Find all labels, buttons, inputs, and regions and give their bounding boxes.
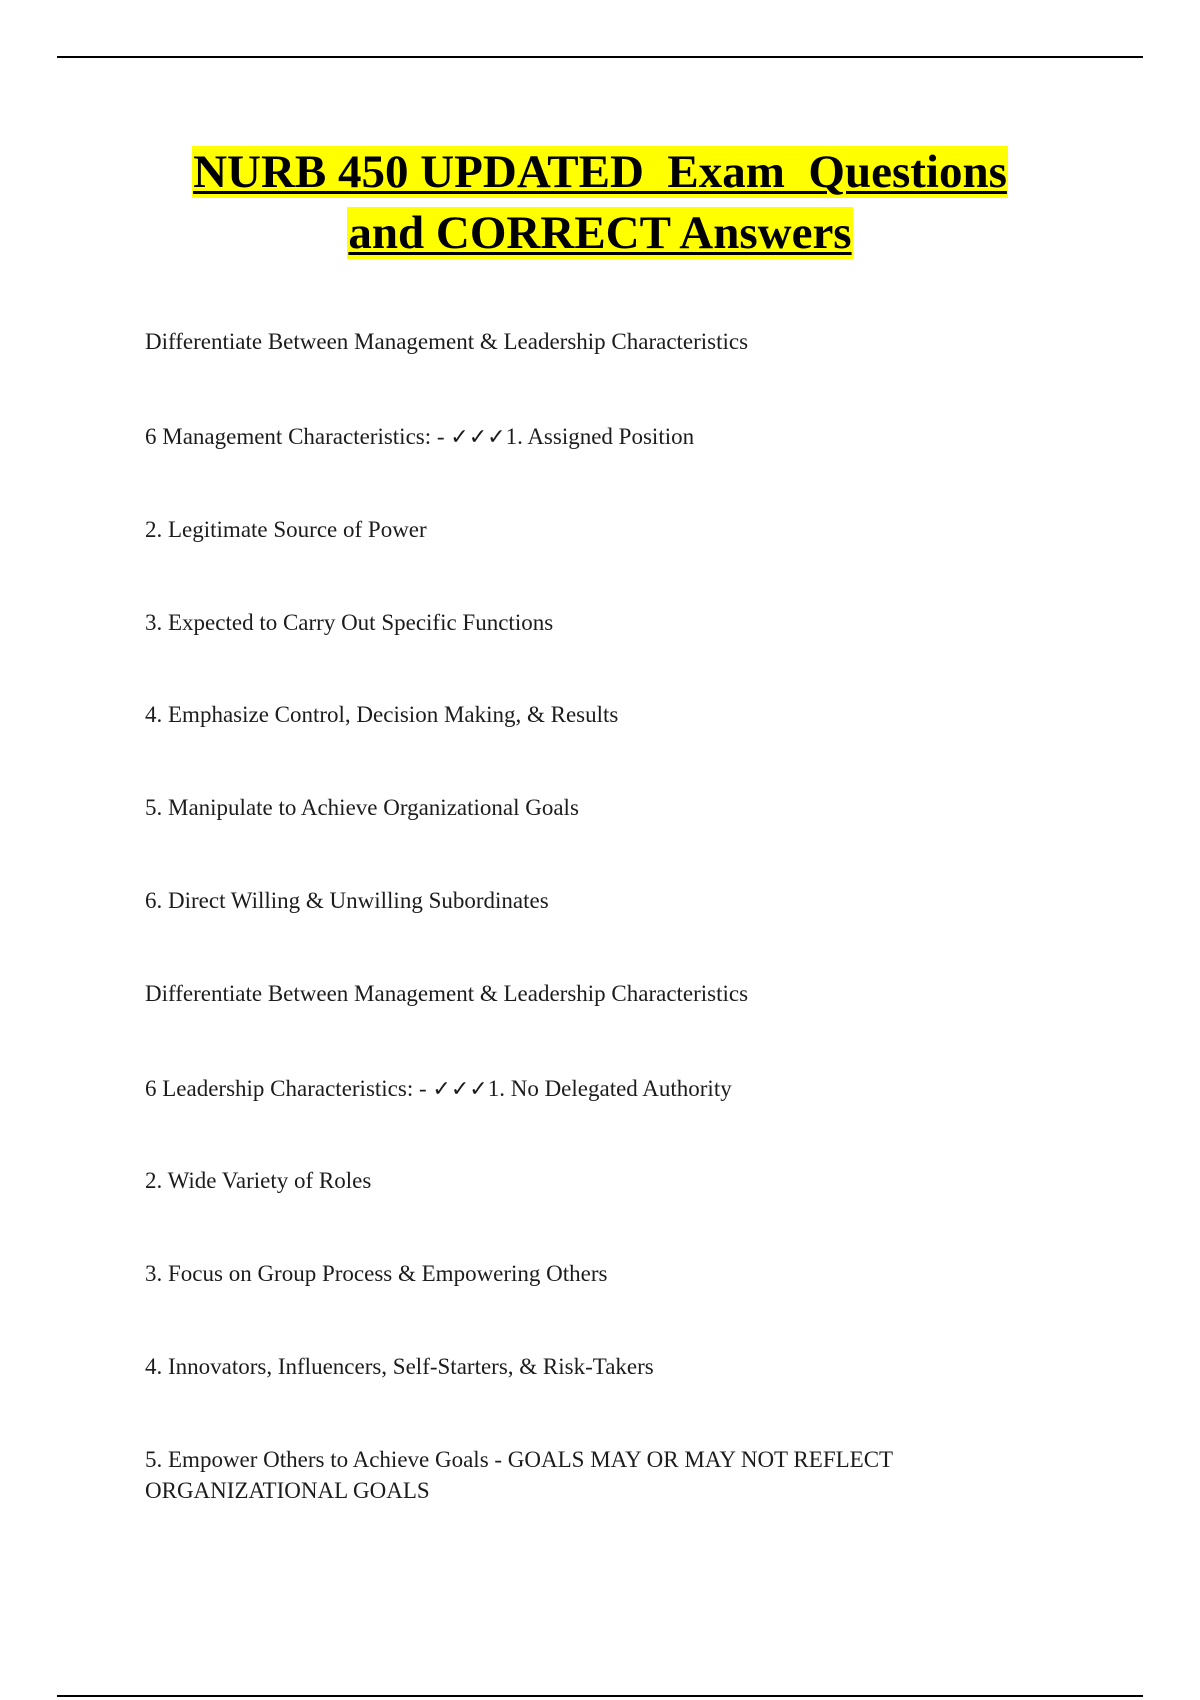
title-line-1: NURB 450 UPDATED Exam Questions: [193, 146, 1007, 198]
bottom-divider: [57, 1695, 1143, 1697]
document-title: [0, 142, 1200, 264]
section-heading-management: Differentiate Between Management & Leadership Characteristics: [145, 329, 749, 354]
list-item: 2. Wide Variety of Roles: [145, 1168, 372, 1193]
title-line-2: and CORRECT Answers: [348, 207, 852, 259]
list-item: 4. Innovators, Influencers, Self-Starters, & Risk-Takers: [145, 1354, 654, 1379]
list-item: 2. Legitimate Source of Power: [145, 517, 427, 542]
answer-text: 1. No Delegated Authority: [487, 1076, 732, 1101]
leadership-characteristics-question: [145, 1073, 1065, 1105]
section-heading-leadership: Differentiate Between Management & Leadership Characteristics: [145, 981, 749, 1006]
question-prefix: 6 Leadership Characteristics: -: [145, 1076, 433, 1101]
top-divider: [57, 56, 1143, 58]
list-item-line-2: ORGANIZATIONAL GOALS: [145, 1478, 430, 1503]
question-prefix: 6 Management Characteristics: -: [145, 424, 451, 449]
list-item: 3. Expected to Carry Out Specific Functions: [145, 610, 554, 635]
check-marks-icon: ✓✓✓: [432, 1077, 488, 1102]
list-item: 6. Direct Willing & Unwilling Subordinates: [145, 888, 549, 913]
list-item-line-1: 5. Empower Others to Achieve Goals - GOALS MAY OR MAY NOT REFLECT: [145, 1447, 894, 1472]
list-item: 5. Manipulate to Achieve Organizational Goals: [145, 795, 579, 820]
list-item: 3. Focus on Group Process & Empowering Others: [145, 1261, 608, 1286]
answer-text: 1. Assigned Position: [505, 424, 695, 449]
check-marks-icon: ✓✓✓: [450, 425, 506, 450]
list-item: [145, 1444, 1065, 1506]
list-item: 4. Emphasize Control, Decision Making, & Results: [145, 702, 619, 727]
management-characteristics-question: [145, 421, 1065, 453]
